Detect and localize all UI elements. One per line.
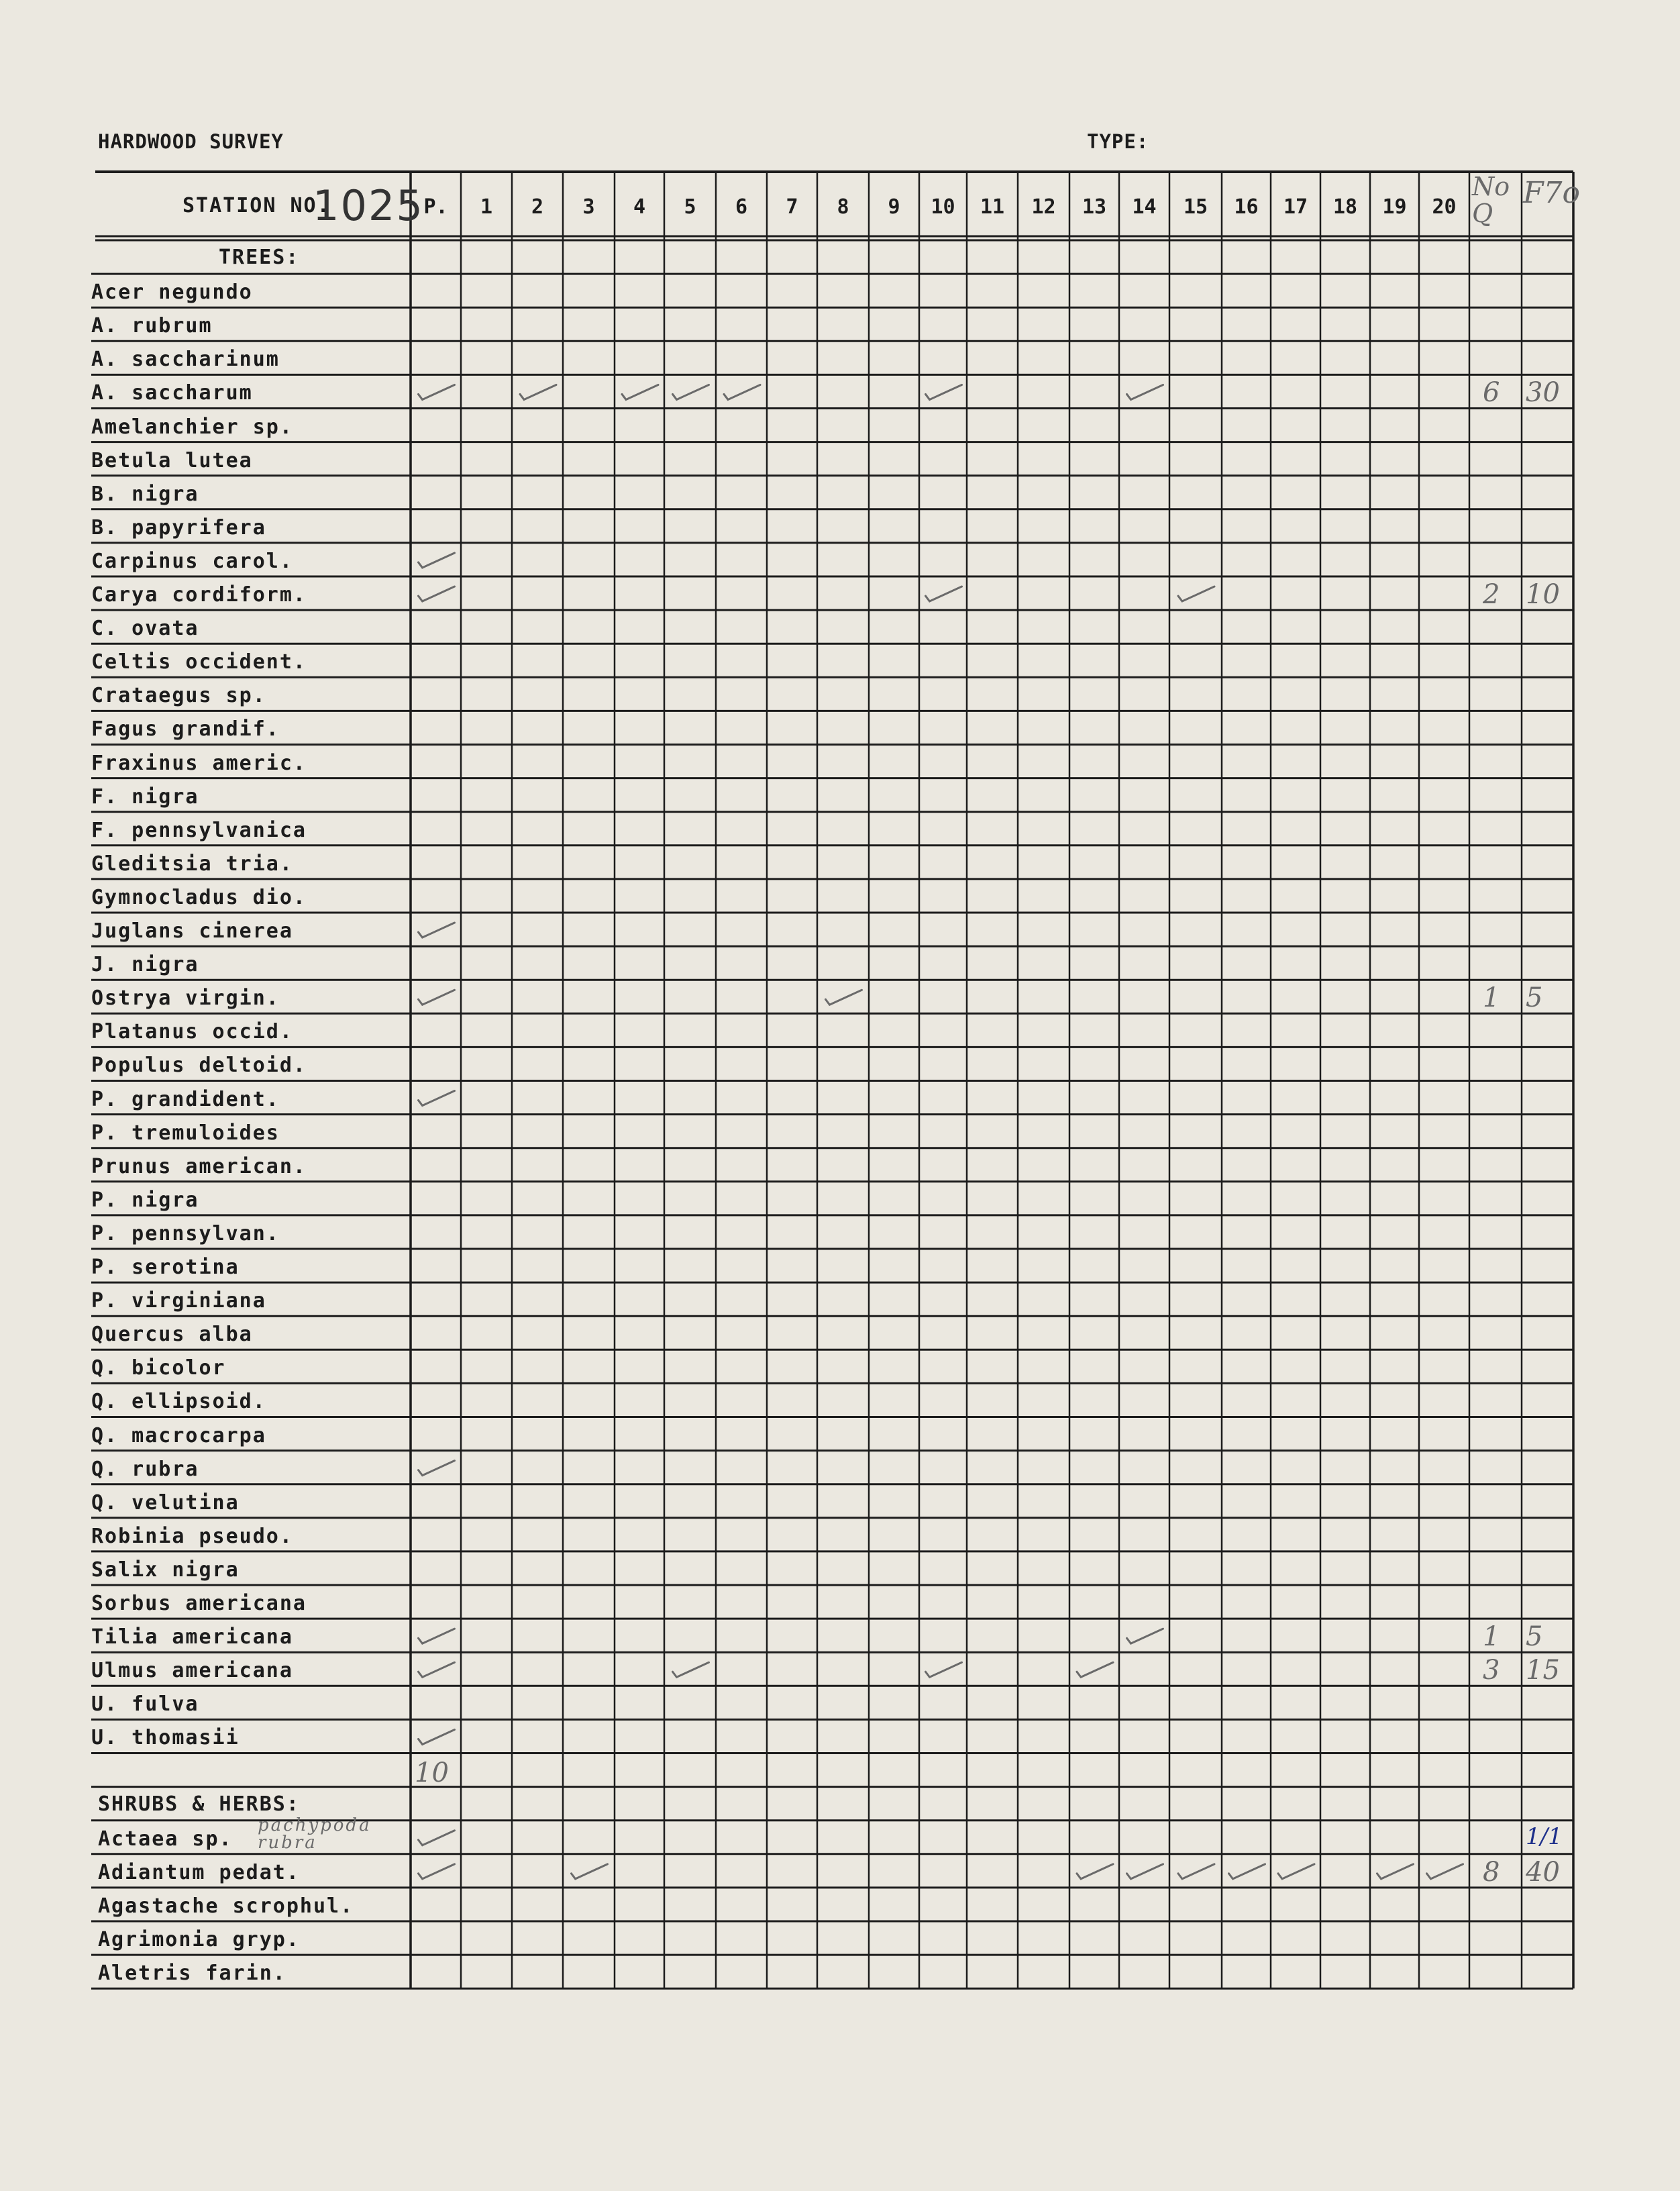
species-name: Actaea sp. (98, 1827, 233, 1851)
species-name: Q. velutina (91, 1490, 240, 1515)
check-mark-p (419, 587, 455, 601)
col-header-2: 2 (531, 195, 544, 219)
type-label: TYPE: (1087, 130, 1149, 153)
species-name: F. pennsylvanica (91, 818, 307, 842)
species-name: Ostrya virgin. (91, 986, 280, 1011)
check-mark (1427, 1864, 1463, 1879)
col-header-14: 14 (1132, 195, 1157, 219)
check-mark (1178, 1864, 1214, 1879)
check-mark (1377, 1864, 1414, 1879)
check-mark (926, 587, 962, 601)
species-name: C. ovata (91, 617, 199, 641)
species-name: Quercus alba (91, 1323, 253, 1347)
check-mark-p (419, 553, 455, 568)
count-value: 6 (1483, 377, 1500, 409)
count-value: 8 (1483, 1856, 1500, 1888)
check-mark (826, 990, 862, 1005)
species-name: Celtis occident. (91, 650, 307, 674)
species-name: P. grandident. (91, 1087, 280, 1111)
check-mark (1077, 1864, 1113, 1879)
col-header-5: 5 (684, 195, 696, 219)
check-mark (673, 1662, 709, 1677)
freq-value: 10 (1526, 579, 1560, 610)
check-mark (673, 385, 709, 399)
species-name: Acer negundo (91, 281, 253, 305)
species-name: Q. bicolor (91, 1356, 226, 1380)
species-name: Agrimonia gryp. (98, 1928, 300, 1952)
species-name: Fraxinus americ. (91, 751, 307, 775)
species-name: P. virginiana (91, 1289, 266, 1313)
station-number: 1025 (313, 181, 424, 230)
species-name: U. fulva (91, 1692, 199, 1717)
species-name: Robinia pseudo. (91, 1524, 293, 1548)
col-header-17: 17 (1283, 195, 1308, 219)
col-header-no-q: No Q (1472, 172, 1510, 228)
check-mark-p (419, 1864, 455, 1879)
freq-value: 5 (1526, 982, 1543, 1014)
species-name: P. tremuloides (91, 1121, 280, 1145)
check-mark (1229, 1864, 1265, 1879)
species-name: Crataegus sp. (91, 684, 266, 708)
species-name: J. nigra (91, 953, 199, 977)
species-name: Platanus occid. (91, 1020, 293, 1044)
col-header-1: 1 (480, 195, 493, 219)
check-mark-p (419, 1461, 455, 1476)
check-mark-p (419, 1662, 455, 1677)
species-name: P. nigra (91, 1188, 199, 1212)
species-name: A. saccharum (91, 381, 253, 405)
col-header-p: P. (423, 195, 448, 219)
col-header-freq: F7o (1523, 176, 1581, 210)
species-name: Ulmus americana (91, 1659, 293, 1683)
tree-total-p: 10 (415, 1757, 449, 1788)
species-name: Populus deltoid. (91, 1054, 307, 1078)
species-name: Fagus grandif. (91, 717, 280, 742)
species-name: B. nigra (91, 482, 199, 506)
species-name: Agastache scrophul. (98, 1894, 354, 1918)
check-mark-p (419, 1729, 455, 1744)
count-value: 3 (1483, 1655, 1500, 1686)
species-name: Adiantum pedat. (98, 1860, 300, 1884)
species-name: P. pennsylvan. (91, 1221, 280, 1245)
check-mark (1127, 1629, 1163, 1643)
check-mark (724, 385, 760, 399)
check-mark-p (419, 1831, 455, 1845)
check-mark (572, 1864, 608, 1879)
species-name: P. serotina (91, 1256, 240, 1280)
check-mark (1127, 1864, 1163, 1879)
col-header-13: 13 (1082, 195, 1107, 219)
species-name: B. papyrifera (91, 515, 266, 540)
species-name: Amelanchier sp. (91, 415, 293, 439)
species-name: Tilia americana (91, 1625, 293, 1649)
species-name: Q. ellipsoid. (91, 1390, 266, 1414)
shrubs-heading: SHRUBS & HERBS: (98, 1792, 300, 1816)
freq-value: 15 (1526, 1655, 1560, 1686)
species-name: Carpinus carol. (91, 549, 293, 573)
check-mark-p (419, 1091, 455, 1106)
count-value: 1 (1483, 1621, 1500, 1653)
species-name: Aletris farin. (98, 1961, 286, 1986)
check-mark-p (419, 1629, 455, 1643)
col-header-9: 9 (888, 195, 900, 219)
col-header-18: 18 (1332, 195, 1358, 219)
species-name: A. saccharinum (91, 348, 280, 372)
col-header-6: 6 (735, 195, 748, 219)
check-mark-p (419, 385, 455, 399)
station-label: STATION NO. (182, 194, 331, 217)
col-header-16: 16 (1234, 195, 1259, 219)
col-header-12: 12 (1031, 195, 1056, 219)
check-mark (1278, 1864, 1314, 1879)
check-mark (622, 385, 658, 399)
freq-value: 5 (1526, 1621, 1543, 1653)
col-header-7: 7 (786, 195, 798, 219)
species-name: Q. macrocarpa (91, 1423, 266, 1447)
species-name: Betula lutea (91, 448, 253, 472)
col-header-11: 11 (980, 195, 1005, 219)
check-mark (926, 385, 962, 399)
species-name: Sorbus americana (91, 1592, 307, 1616)
count-value: 1 (1483, 982, 1500, 1014)
col-header-19: 19 (1382, 195, 1407, 219)
col-header-4: 4 (633, 195, 646, 219)
check-mark (926, 1662, 962, 1677)
check-mark (1127, 385, 1163, 399)
species-name: Gymnocladus dio. (91, 885, 307, 909)
species-name: Prunus american. (91, 1154, 307, 1178)
freq-value: 1/1 (1526, 1823, 1563, 1850)
species-name: Salix nigra (91, 1558, 240, 1582)
check-mark-p (419, 923, 455, 937)
col-header-10: 10 (931, 195, 955, 219)
check-mark (520, 385, 556, 399)
species-name: F. nigra (91, 784, 199, 809)
check-mark (1178, 587, 1214, 601)
col-header-20: 20 (1432, 195, 1457, 219)
species-name: A. rubrum (91, 314, 213, 338)
col-header-3: 3 (582, 195, 595, 219)
col-header-8: 8 (837, 195, 849, 219)
species-name: Q. rubra (91, 1457, 199, 1481)
col-header-15: 15 (1183, 195, 1208, 219)
count-value: 2 (1483, 579, 1500, 610)
survey-title: HARDWOOD SURVEY (98, 130, 284, 153)
freq-value: 40 (1526, 1856, 1560, 1888)
species-name: Juglans cinerea (91, 919, 293, 944)
species-name: Carya cordiform. (91, 583, 307, 607)
check-mark (1077, 1662, 1113, 1677)
species-note: pachypoda rubra (258, 1815, 372, 1853)
species-name: U. thomasii (91, 1726, 240, 1750)
trees-heading: TREES: (219, 246, 300, 270)
freq-value: 30 (1526, 377, 1560, 409)
check-mark-p (419, 990, 455, 1005)
species-name: Gleditsia tria. (91, 852, 293, 876)
